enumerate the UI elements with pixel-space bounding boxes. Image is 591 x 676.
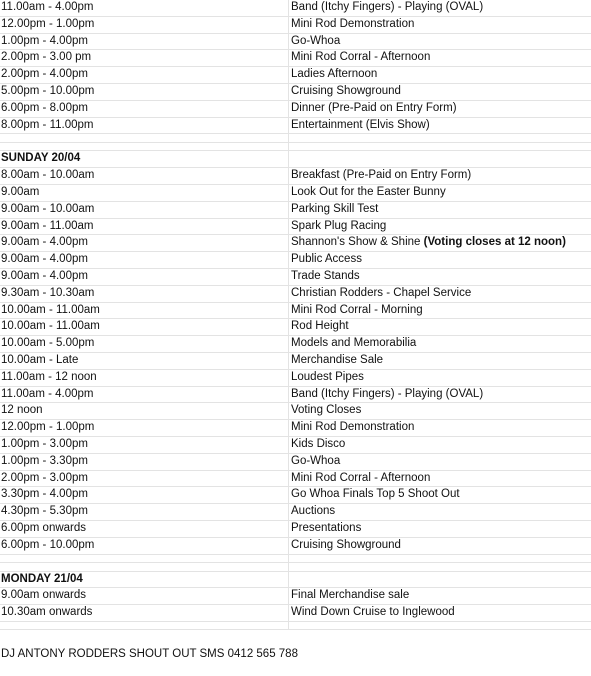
table-row [0, 185, 591, 202]
event-cell [289, 252, 591, 268]
time-cell: 10.00am - 11.00am [0, 303, 289, 319]
time-cell: 12 noon [0, 403, 289, 419]
event-cell [289, 437, 591, 453]
event-text: Public Access [291, 253, 362, 266]
event-text: Models and Memorabilia [291, 337, 417, 350]
table-row [0, 303, 591, 320]
time-cell: 4.30pm - 5.30pm [0, 504, 289, 520]
event-text: Go-Whoa [291, 34, 341, 47]
event-cell [289, 538, 591, 554]
table-row [0, 471, 591, 488]
empty-cell [289, 555, 591, 563]
event-cell [289, 17, 591, 33]
time-cell: 10.00am - 5.00pm [0, 336, 289, 352]
spacer-row [0, 622, 591, 631]
time-cell: 12.00pm - 1.00pm [0, 420, 289, 436]
empty-cell [289, 151, 591, 167]
empty-cell [0, 622, 289, 630]
empty-cell [0, 143, 289, 151]
event-text: Band (Itchy Fingers) - Playing (OVAL) [291, 387, 484, 400]
event-cell [289, 420, 591, 436]
time-cell: 9.00am - 4.00pm [0, 252, 289, 268]
event-cell [289, 118, 591, 134]
table-row [0, 504, 591, 521]
section-heading-row [0, 572, 591, 589]
event-text: Loudest Pipes [291, 370, 364, 383]
event-cell [289, 487, 591, 503]
table-row [0, 605, 591, 622]
time-cell: 9.30am - 10.30am [0, 286, 289, 302]
event-cell [289, 67, 591, 83]
time-cell: 8.00pm - 11.00pm [0, 118, 289, 134]
table-row [0, 286, 591, 303]
event-text: Ladies Afternoon [291, 68, 378, 81]
event-cell [289, 202, 591, 218]
empty-cell [289, 563, 591, 571]
event-text: Voting Closes [291, 404, 362, 417]
time-cell: 5.00pm - 10.00pm [0, 84, 289, 100]
empty-cell [289, 143, 591, 151]
table-row [0, 269, 591, 286]
table-row [0, 521, 591, 538]
table-row [0, 67, 591, 84]
empty-cell [289, 622, 591, 630]
event-cell [289, 353, 591, 369]
event-cell [289, 34, 591, 50]
table-row [0, 319, 591, 336]
event-note: (Voting closes at 12 noon) [423, 236, 566, 249]
event-text: Mini Rod Demonstration [291, 17, 415, 30]
time-cell: 11.00am - 4.00pm [0, 0, 289, 16]
event-text: Mini Rod Demonstration [291, 421, 415, 434]
event-cell [289, 101, 591, 117]
time-cell: 12.00pm - 1.00pm [0, 17, 289, 33]
event-cell [289, 286, 591, 302]
time-cell: 10.00am - 11.00am [0, 319, 289, 335]
event-cell [289, 454, 591, 470]
event-cell [289, 269, 591, 285]
event-text: Rod Height [291, 320, 349, 333]
time-cell: 1.00pm - 3.30pm [0, 454, 289, 470]
time-cell: 1.00pm - 4.00pm [0, 34, 289, 50]
table-row [0, 84, 591, 101]
event-text: Band (Itchy Fingers) - Playing (OVAL) [291, 1, 484, 13]
event-text: Mini Rod Corral - Afternoon [291, 51, 431, 64]
event-text: Dinner (Pre-Paid on Entry Form) [291, 101, 457, 114]
event-text: Merchandise Sale [291, 353, 384, 366]
event-text: Parking Skill Test [291, 202, 379, 215]
time-cell: 1.00pm - 3.00pm [0, 437, 289, 453]
table-row [0, 370, 591, 387]
event-cell [289, 588, 591, 604]
table-row [0, 454, 591, 471]
event-text: Cruising Showground [291, 84, 401, 97]
table-row [0, 168, 591, 185]
time-cell: 11.00am - 4.00pm [0, 387, 289, 403]
event-text: Go Whoa Finals Top 5 Shoot Out [291, 488, 460, 501]
time-cell: 2.00pm - 3.00 pm [0, 50, 289, 66]
table-row [0, 487, 591, 504]
time-cell: 6.00pm - 10.00pm [0, 538, 289, 554]
table-row [0, 403, 591, 420]
table-row [0, 50, 591, 67]
section-heading-row [0, 151, 591, 168]
event-cell [289, 403, 591, 419]
table-row [0, 336, 591, 353]
empty-cell [0, 563, 289, 571]
event-cell [289, 219, 591, 235]
time-cell: 6.00pm - 8.00pm [0, 101, 289, 117]
empty-cell [0, 555, 289, 563]
table-row [0, 34, 591, 51]
event-text: Final Merchandise sale [291, 589, 410, 602]
empty-cell [289, 572, 591, 588]
table-row [0, 353, 591, 370]
table-row [0, 219, 591, 236]
section-heading: MONDAY 21/04 [0, 572, 289, 588]
event-text: Entertainment (Elvis Show) [291, 118, 430, 131]
event-text: Go-Whoa [291, 454, 341, 467]
event-text: Wind Down Cruise to Inglewood [291, 606, 455, 619]
event-text: Auctions [291, 505, 336, 518]
table-row [0, 588, 591, 605]
table-row [0, 252, 591, 269]
spacer-row [0, 143, 591, 152]
event-cell [289, 235, 591, 251]
event-text: Spark Plug Racing [291, 219, 387, 232]
event-text: Kids Disco [291, 437, 346, 450]
event-text: Look Out for the Easter Bunny [291, 185, 446, 198]
time-cell: 9.00am - 11.00am [0, 219, 289, 235]
time-cell: 11.00am - 12 noon [0, 370, 289, 386]
table-row [0, 437, 591, 454]
time-cell: 9.00am - 4.00pm [0, 235, 289, 251]
event-cell [289, 0, 591, 16]
time-cell: 2.00pm - 3.00pm [0, 471, 289, 487]
table-row [0, 101, 591, 118]
spacer-row [0, 563, 591, 572]
table-row [0, 0, 591, 17]
time-cell: 9.00am [0, 185, 289, 201]
table-row [0, 538, 591, 555]
event-text: Christian Rodders - Chapel Service [291, 286, 472, 299]
event-cell [289, 471, 591, 487]
event-text: Mini Rod Corral - Afternoon [291, 471, 431, 484]
table-row [0, 420, 591, 437]
time-cell: 9.00am - 4.00pm [0, 269, 289, 285]
table-row [0, 17, 591, 34]
table-row [0, 387, 591, 404]
event-cell [289, 387, 591, 403]
time-cell: 2.00pm - 4.00pm [0, 67, 289, 83]
time-cell: 9.00am - 10.00am [0, 202, 289, 218]
event-text: Breakfast (Pre-Paid on Entry Form) [291, 169, 472, 182]
event-cell [289, 185, 591, 201]
empty-cell [0, 134, 289, 142]
empty-cell [289, 134, 591, 142]
event-cell [289, 504, 591, 520]
time-cell: 6.00pm onwards [0, 521, 289, 537]
time-cell: 8.00am - 10.00am [0, 168, 289, 184]
event-cell [289, 84, 591, 100]
table-row [0, 118, 591, 135]
event-cell [289, 605, 591, 621]
event-cell [289, 319, 591, 335]
event-text: Presentations [291, 521, 362, 534]
time-cell: 10.30am onwards [0, 605, 289, 621]
time-cell: 9.00am onwards [0, 588, 289, 604]
footer-text: DJ ANTONY RODDERS SHOUT OUT SMS 0412 565 788 [1, 648, 298, 660]
spacer-row [0, 555, 591, 564]
event-text: Trade Stands [291, 269, 360, 282]
table-row [0, 235, 591, 252]
event-text: Mini Rod Corral - Morning [291, 303, 423, 316]
event-cell [289, 336, 591, 352]
event-cell [289, 50, 591, 66]
event-cell [289, 521, 591, 537]
time-cell: 3.30pm - 4.00pm [0, 487, 289, 503]
event-cell [289, 303, 591, 319]
section-heading: SUNDAY 20/04 [0, 151, 289, 167]
event-cell [289, 168, 591, 184]
event-text: Shannon's Show & Shine [291, 236, 424, 249]
event-cell [289, 370, 591, 386]
table-row [0, 202, 591, 219]
event-text: Cruising Showground [291, 538, 401, 551]
time-cell: 10.00am - Late [0, 353, 289, 369]
spacer-row [0, 134, 591, 143]
